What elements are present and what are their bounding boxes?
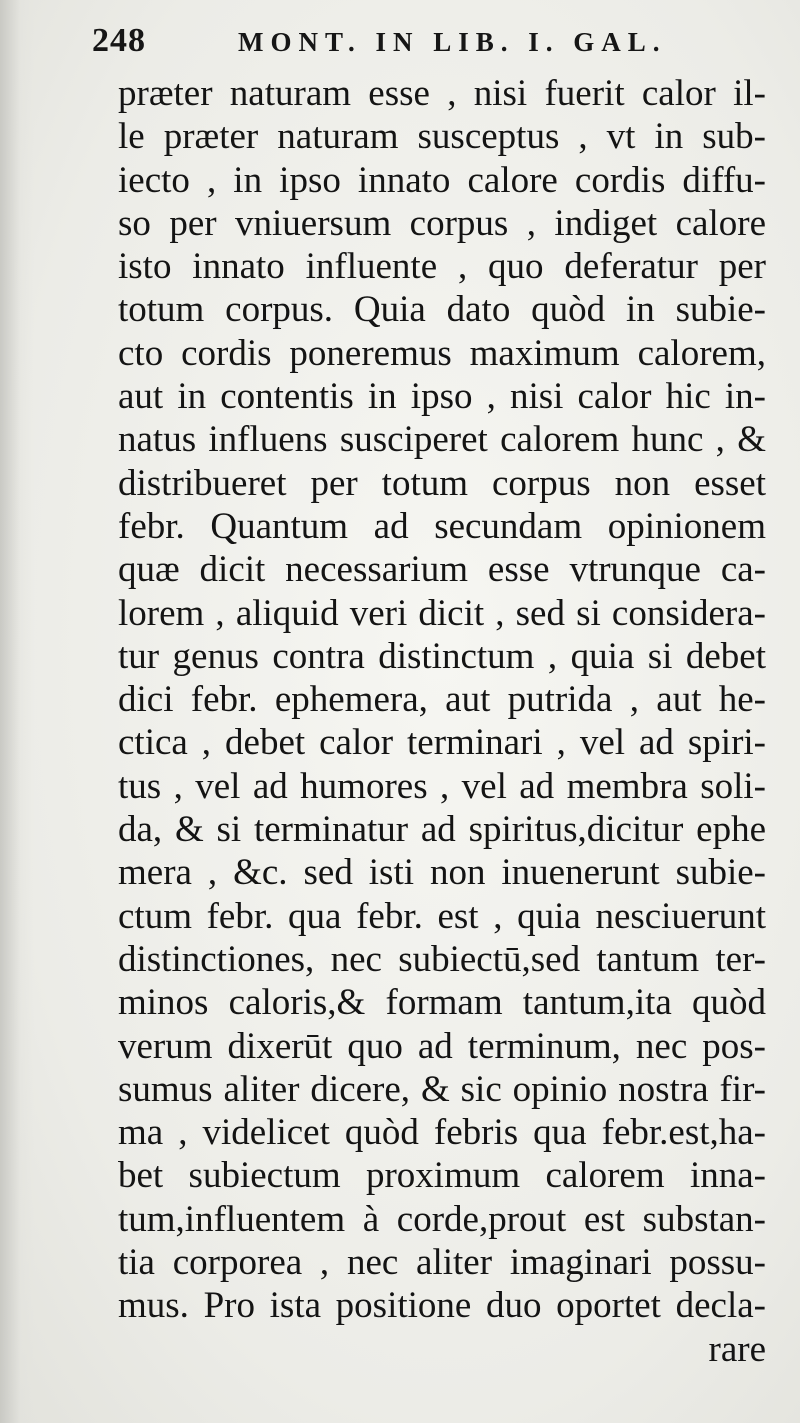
text-line: tia corporea , nec aliter imaginari possu- (118, 1242, 766, 1284)
text-line: præter naturam esse , nisi fuerit calor il- (118, 73, 766, 114)
text-line: so per vniuersum corpus , indiget calore (118, 202, 766, 244)
text-line: sumus aliter dicere, & sic opinio nostra fir- (118, 1068, 766, 1110)
text-line: tum,influentem à corde,prout est substan- (118, 1198, 766, 1240)
text-line: mus. Pro ista positione duo oportet decla- (118, 1285, 766, 1327)
text-line: ctica , debet calor terminari , vel ad spiri- (118, 722, 766, 764)
body-text (118, 72, 766, 1371)
text-line: mera , &c. sed isti non inuenerunt subie- (118, 852, 766, 894)
text-line: tus , vel ad humores , vel ad membra soli- (118, 765, 766, 807)
text-line: verum dixerūt quo ad terminum, nec pos- (118, 1025, 766, 1067)
page-number: 248 (92, 22, 146, 59)
text-line: cto cordis poneremus maximum calorem, (118, 332, 766, 374)
text-line: distinctiones, nec subiectū,sed tantum ter- (118, 938, 766, 980)
text-line: isto innato influente , quo deferatur per (118, 246, 766, 288)
text-line: iecto , in ipso innato calore cordis diffu- (118, 159, 766, 201)
page-gutter-shadow (0, 0, 34, 1423)
text-line: distribueret per totum corpus non esset (118, 462, 766, 504)
text-line: totum corpus. Quia dato quòd in subie- (118, 289, 766, 331)
text-line: lorem , aliquid veri dicit , sed si considera- (118, 592, 766, 634)
text-line: natus influens susciperet calorem hunc , & (118, 419, 766, 461)
text-line: ctum febr. qua febr. est , quia nesciuerunt (118, 895, 766, 937)
text-line: aut in contentis in ipso , nisi calor hic in- (118, 376, 766, 418)
text-line: dici febr. ephemera, aut putrida , aut he- (118, 679, 766, 721)
text-line: da, & si terminatur ad spiritus,dicitur ephe (118, 809, 766, 851)
text-line: ma , videlicet quòd febris qua febr.est,ha- (118, 1112, 766, 1154)
text-line: bet subiectum proximum calorem inna- (118, 1155, 766, 1197)
page-header (92, 22, 732, 68)
running-head: MONT. IN LIB. I. GAL. (238, 27, 667, 57)
text-line: febr. Quantum ad secundam opinionem (118, 505, 766, 547)
text-line: tur genus contra distinctum , quia si debet (118, 635, 766, 677)
text-line: quæ dicit necessarium esse vtrunque ca- (118, 549, 766, 591)
catchword: rare (708, 1328, 766, 1370)
text-line: le præter naturam susceptus , vt in sub- (118, 116, 766, 158)
text-line: minos caloris,& formam tantum,ita quòd (118, 982, 766, 1024)
